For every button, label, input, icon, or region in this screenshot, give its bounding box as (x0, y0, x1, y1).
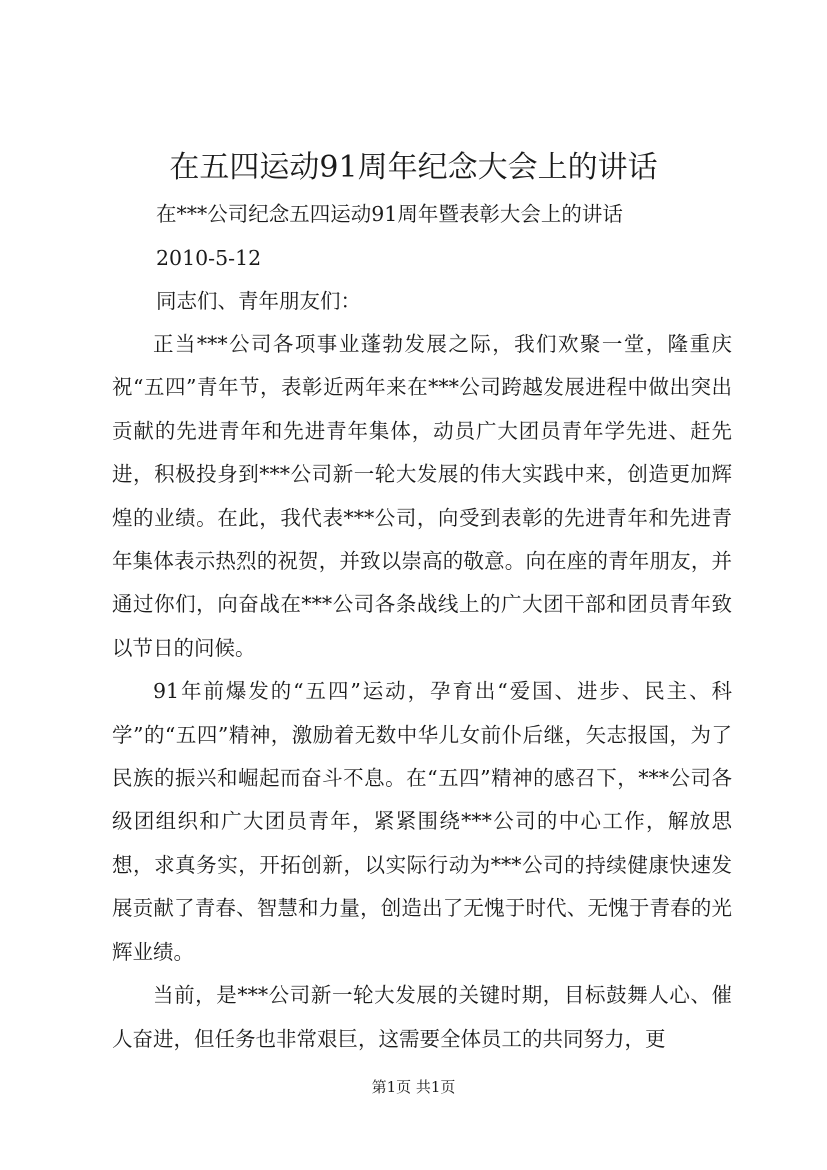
paragraph-1: 正当***公司各项事业蓬勃发展之际，我们欢聚一堂，隆重庆祝“五四”青年节，表彰近两年来在***公司跨越发展进程中做出突出贡献的先进青年和先进青年集体，动员广大团员青年学先进、赶先进，积极投身到***公司新一轮大发展的伟大实践中来，创造更加辉煌的业绩。在此，我代表***公司，向受到表彰的先进青年和先进青年集体表示热烈的祝贺，并致以崇高的敬意。向在座的青年朋友，并通过你们，向奋战在***公司各条战线上的广大团干部和团员青年致以节日的问候。 (112, 332, 732, 660)
paragraph-3: 当前，是***公司新一轮大发展的关键时期，目标鼓舞人心、催人奋进，但任务也非常艰巨，这需要全体员工的共同努力，更 (112, 983, 732, 1051)
document-body (112, 323, 732, 1061)
document-subtitle: 在***公司纪念五四运动91周年暨表彰大会上的讲话 (156, 202, 623, 226)
document-date: 2010-5-12 (156, 246, 262, 270)
page-footer: 第1页 共1页 (371, 1078, 456, 1096)
greeting-line: 同志们、青年朋友们： (156, 289, 361, 313)
document-title: 在五四运动91周年纪念大会上的讲话 (169, 150, 658, 185)
paragraph-2: 91年前爆发的“五四”运动，孕育出“爱国、进步、民主、科学”的“五四”精神，激励着无数中华儿女前仆后继，矢志报国，为了民族的振兴和崛起而奋斗不息。在“五四”精神的感召下，***公司各级团组织和广大团员青年，紧紧围绕***公司的中心工作，解放思想，求真务实，开拓创新，以实际行动为***公司的持续健康快速发展贡献了青春、智慧和力量，创造出了无愧于时代、无愧于青春的光辉业绩。 (112, 679, 732, 964)
